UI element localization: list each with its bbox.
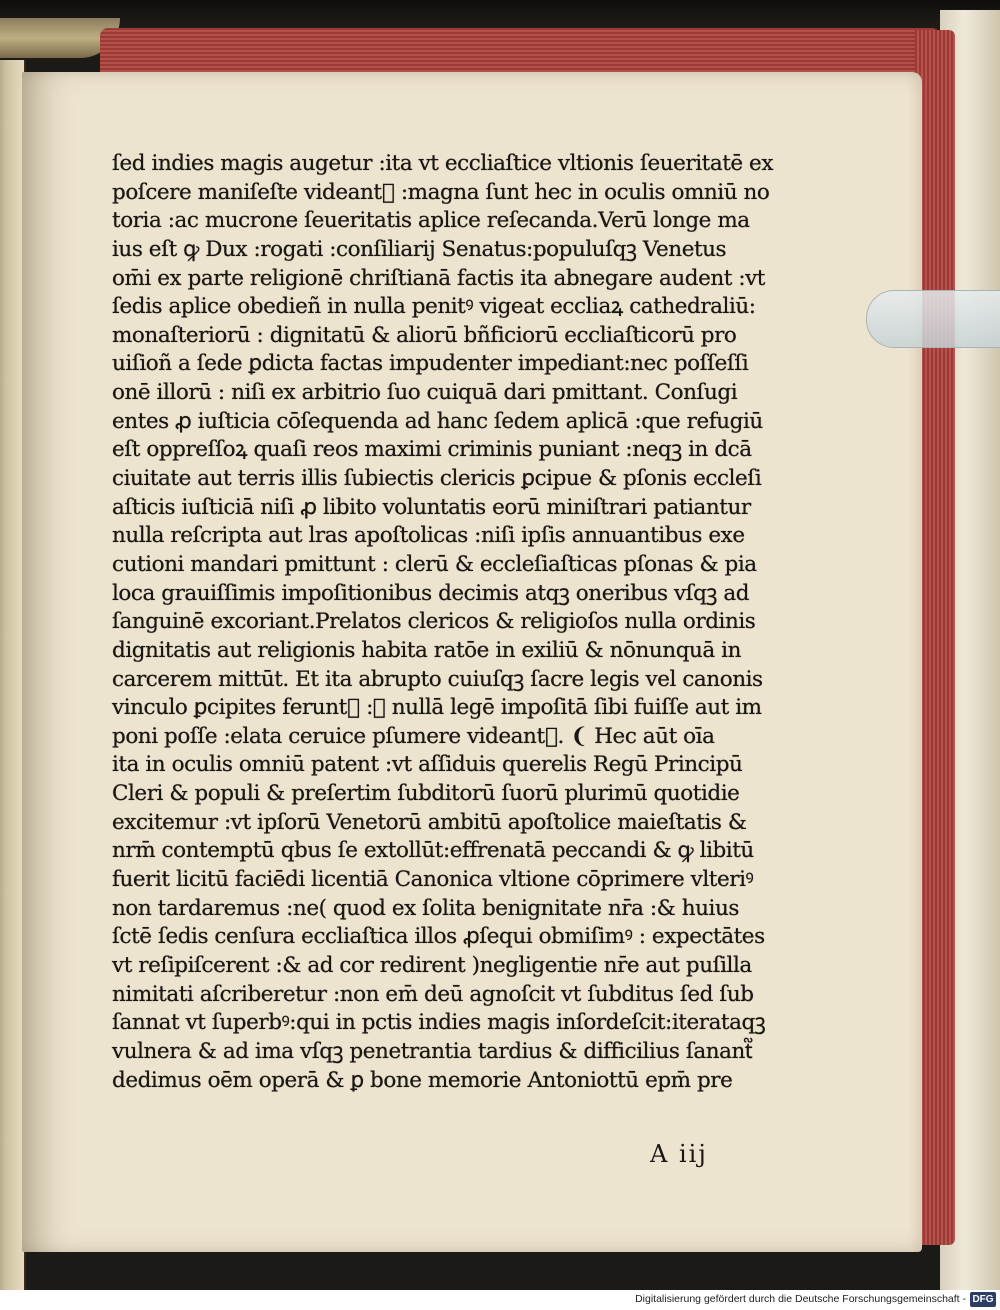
text-line: loca grauiſſimis impoſitionibus decimis atqꝫ oneribus vſqꝫ ad: [112, 580, 750, 606]
footer-credit: Digitalisierung gefördert durch die Deutsche Forschungsgemeinschaft -: [635, 1293, 966, 1305]
text-line: uiſioñ a ſede ꝑdicta factas impudenter impediant:nec poſſeſſi: [112, 351, 749, 377]
text-line: dignitatis aut religionis habita ratōe in exiliū & nōnunquā in: [112, 637, 741, 663]
text-line: nulla reſcripta aut lras apoſtolicas :niſi ipſis annuantibus exe: [112, 523, 745, 549]
text-line: Cleri & populi & preſertim ſubditorū ſuorū plurimū quotidie: [112, 781, 740, 807]
text-line: om̄i ex parte religionē chriſtianā factis ita abnegare audent :vt: [112, 265, 765, 291]
text-line: nrm̄ contemptū qbus ſe extollūt:effrenatā peccandi & ꝙ libitū: [112, 838, 754, 864]
text-line: vulnera & ad ima vſqꝫ penetrantia tardius & difficilius ſanant᷑: [112, 1038, 753, 1064]
text-line: poſcere maniſeſte videant᷑ :magna ſunt hec in oculis omniū no: [112, 179, 770, 205]
page-top-edges: [100, 28, 940, 76]
text-line: ſanguinē excoriant.Prelatos clericos & religioſos nulla ordinis: [112, 609, 756, 635]
text-line: onē illorū : niſi ex arbitrio ſuo cuiquā dari pmittant. Conſugi: [112, 380, 738, 406]
text-line: ita in oculis omniū patent :vt aſſiduis querelis Regū Principū: [112, 752, 743, 778]
text-line: vinculo ꝑcipites ferunt᷑ :ꝙ nullā legē impoſitā ſibi fuiſſe aut im: [112, 695, 762, 721]
text-line: ſannat vt ſuperbꝰ:qui in pctis indies magis inſordeſcit:iterataqꝫ: [112, 1010, 766, 1036]
text-line: monaſteriorū : dignitatū & aliorū bñficiorū eccliaſticorū pro: [112, 322, 737, 348]
text-line: non tardaremus :ne( quod ex ſolita benignitate nr̄a :& huius: [112, 895, 739, 921]
text-line: cutioni mandari pmittunt : clerū & eccleſiaſticas pſonas & pia: [112, 551, 757, 577]
text-line: ciuitate aut terris illis ſubiectis clericis ꝑcipue & pſonis eccleſi: [112, 466, 762, 492]
text-line: toria :ac mucrone ſeueritatis aplice reſecanda.Verū longe ma: [112, 208, 750, 234]
text-line: poni poſſe :elata ceruice pſumere videant᷑. ❨ Hec aūt oīa: [112, 723, 715, 749]
signature-mark: A iij: [650, 1140, 708, 1168]
dfg-logo-icon: DFG: [970, 1292, 996, 1307]
text-line: ſctē ſedis cenſura eccliaſtica illos ꝓſequi obmiſimꝰ : expectātes: [112, 924, 765, 950]
bookmark-clip: [866, 290, 1000, 348]
text-block: [112, 150, 802, 1095]
footer-bar: [0, 1290, 1000, 1310]
text-line: ſedis aplice obedieñ in nulla penitꝰ vigeat eccliaꝝ cathedraliū:: [112, 294, 756, 320]
text-line: dedimus oēm operā & ꝑ bone memorie Antoniottū epm̄ pre: [112, 1067, 733, 1093]
text-line: eſt oppreſſoꝝ quaſi reos maximi criminis puniant :neqꝫ in dcā: [112, 437, 752, 463]
text-line: fuerit licitū faciēdi licentiā Canonica vltione cōprimere vlteriꝰ: [112, 867, 754, 893]
text-line: vt reſipiſcerent :& ad cor redirent )negligentie nr̄e aut puſilla: [112, 952, 752, 978]
text-line: excitemur :vt ipſorū Venetorū ambitū apoſtolice maieſtatis &: [112, 809, 747, 835]
text-line: ſed indies magis augetur :ita vt eccliaſtice vltionis ſeueritatē ex: [112, 151, 774, 176]
text-line: ius eſt ꝙ Dux :rogati :conſiliarij Senatus:populuſqꝫ Venetus: [112, 236, 727, 262]
text-line: nimitati aſcriberetur :non em̄ deū agnoſcit vt ſubditus ſed ſub: [112, 981, 754, 1007]
text-line: aſticis iuſticiā niſi ꝓ libito voluntatis eorū miniſtrari patiantur: [112, 494, 751, 520]
text-line: carcerem mittūt. Et ita abrupto cuiuſqꝫ ſacre legis vel canonis: [112, 666, 763, 692]
text-line: entes ꝓ iuſticia cōſequenda ad hanc ſedem aplicā :que refugiū: [112, 408, 763, 434]
